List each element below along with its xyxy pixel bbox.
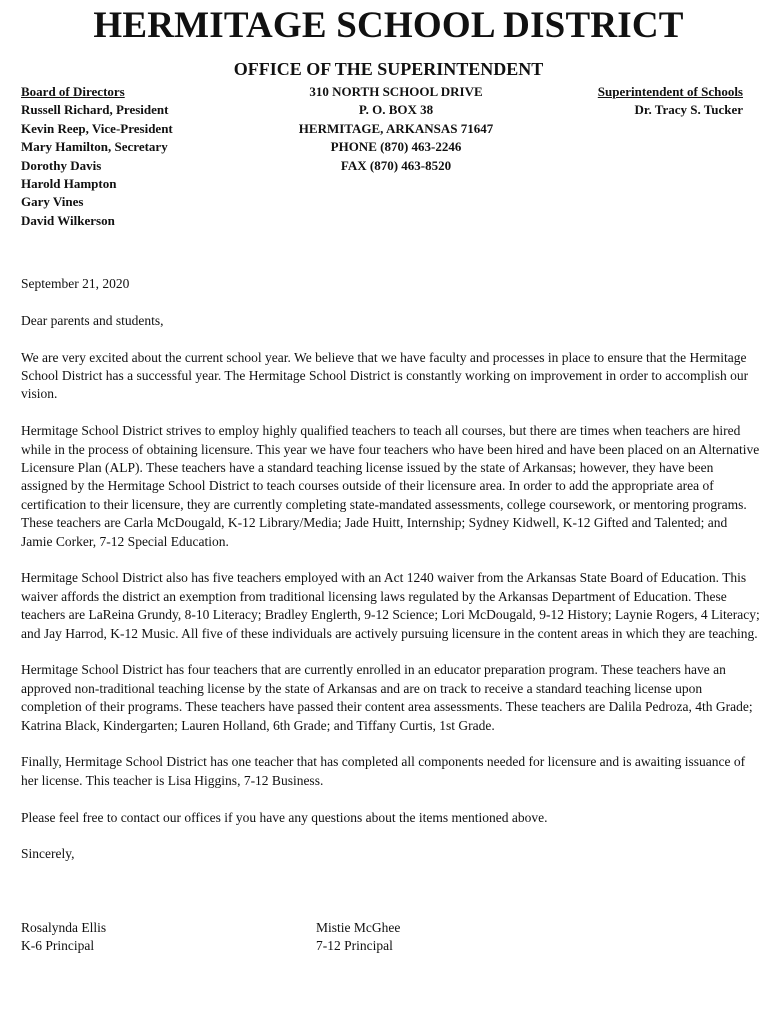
letter-salutation: Dear parents and students, (21, 312, 164, 328)
letter-paragraph: Hermitage School District strives to employ highly qualified teachers to teach all courses, but there are times when teachers are hired while in the process of obtaining licensure. This year we have four teachers who have been hired and have been placed on an Alternative Licensure Plan (ALP). These teachers have a standard teaching license issued by the state of Arkansas; however, they have been assigned by the Hermitage School District to teach courses outside of their licensure area. In order to add the appropriate area of certification to their licensure, they are currently completing state-mandated assessments, college coursework, or mentoring programs. These teachers are Carla McDougald, K-12 Library/Media; Jade Huitt, Internship; Sydney Kidwell, K-12 Gifted and Talented; and Jamie Corker, 7-12 Special Education. (21, 423, 760, 549)
board-member: Mary Hamilton, Secretary (21, 139, 168, 155)
letter-date: September 21, 2020 (21, 276, 130, 291)
signature-title: 7-12 Principal (316, 938, 393, 954)
superintendent-name: Dr. Tracy S. Tucker (634, 102, 743, 118)
signature-name: Rosalynda Ellis (21, 920, 107, 935)
address-fax: FAX (870) 463-8520 (340, 157, 452, 173)
superintendent-heading: Superintendent of Schools (597, 84, 743, 99)
office-title: OFFICE OF THE SUPERINTENDENT (233, 59, 544, 79)
board-member: Harold Hampton (21, 176, 117, 192)
signature-name: Mistie McGhee (316, 920, 401, 935)
letter-paragraph: Hermitage School District also has five teachers employed with an Act 1240 waiver from the Arkansas State Board of Education. This waiver affords the district an exemption from traditional licensing laws regulated by the Arkansas Department of Education. These teachers are LaReina Grundy, 8-10 Literacy; Bradley Englerth, 9-12 Science; Lori McDougald, 9-12 History; Laynie Rogers, 4 Literacy; and Jay Harrod, K-12 Music. All five of these individuals are actively pursuing licensure in the content areas in which they are teaching. (21, 570, 760, 641)
district-address (280, 83, 512, 175)
board-member: Dorothy Davis (21, 157, 102, 173)
letter-paragraph: Please feel free to contact our offices if you have any questions about the items mentioned above. (21, 809, 548, 825)
letter-closing: Sincerely, (21, 846, 75, 862)
board-member: Gary Vines (21, 194, 84, 210)
letter-paragraph: Hermitage School District has four teachers that are currently enrolled in an educator preparation program. These teachers have an approved non-traditional teaching license by the state of Arkansas and are on track to receive a standard teaching license upon completion of their programs. These teachers have passed their content area assessments. These teachers are Dalila Pedroza, 4th Grade; Katrina Black, Kindergarten; Lauren Holland, 6th Grade; and Tiffany Curtis, 1st Grade. (21, 662, 753, 733)
board-of-directors (21, 83, 173, 230)
board-member: Russell Richard, President (21, 102, 169, 118)
address-phone: PHONE (870) 463-2246 (330, 139, 462, 155)
address-street: 310 NORTH SCHOOL DRIVE (309, 84, 483, 99)
board-member: David Wilkerson (21, 212, 115, 228)
district-name: HERMITAGE SCHOOL DISTRICT (93, 5, 684, 46)
letter-body (21, 275, 761, 882)
superintendent-block (590, 83, 743, 120)
letter-paragraph: We are very excited about the current school year. We believe that we have faculty and processes in place to ensure that the Hermitage School District has a successful year. The Hermitage School District is constantly working on improvement in order to accomplish our vision. (21, 349, 749, 402)
signature-k6-principal (21, 919, 106, 956)
address-po-box: P. O. BOX 38 (358, 102, 434, 118)
signature-712-principal (316, 919, 400, 956)
signature-title: K-6 Principal (21, 938, 95, 954)
address-city: HERMITAGE, ARKANSAS 71647 (298, 120, 494, 136)
board-member: Kevin Reep, Vice-President (21, 120, 173, 136)
board-heading: Board of Directors (21, 84, 125, 99)
letter-paragraph: Finally, Hermitage School District has one teacher that has completed all components needed for licensure and is awaiting issuance of her license. This teacher is Lisa Higgins, 7-12 Business. (21, 754, 746, 788)
